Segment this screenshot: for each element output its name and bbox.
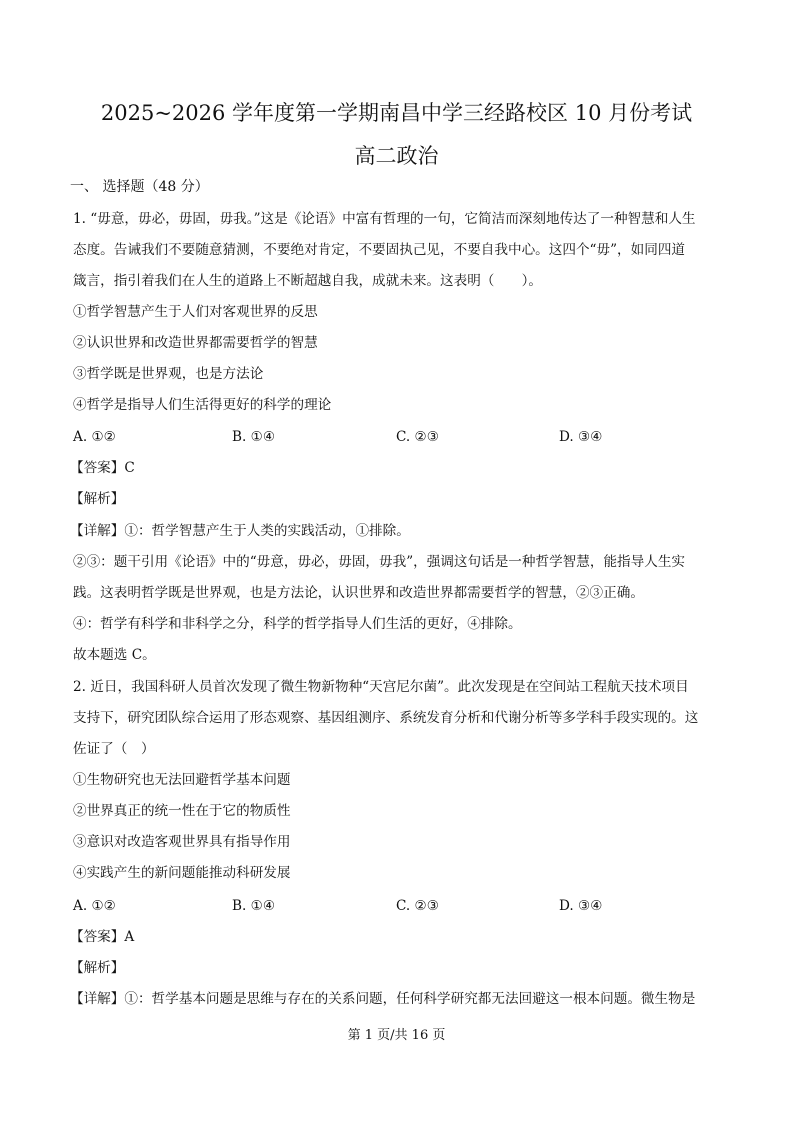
q2-stem-line: 2. 近日，我国科研人员首次发现了微生物新物种“天宫尼尔菌”。此次发现是在空间站工程航天技术项目: [73, 679, 689, 695]
q2-item: ①生物研究也无法回避哲学基本问题: [73, 772, 291, 788]
q2-stem-line: 支持下，研究团队综合运用了形态观察、基因组测序、系统发育分析和代谢分析等多学科手段实现的。这: [73, 710, 699, 726]
q1-detail-line: ④：哲学有科学和非科学之分，科学的哲学指导人们生活的更好，④排除。: [73, 616, 522, 632]
q1-item: ①哲学智慧产生于人们对客观世界的反思: [73, 304, 318, 320]
q2-detail-line: 【详解】①：哲学基本问题是思维与存在的关系问题，任何科学研究都无法回避这一根本问题。微生物是: [70, 991, 696, 1007]
q2-option-a: A. ①②: [73, 898, 116, 914]
q2-answer: 【答案】A: [70, 929, 135, 945]
q2-item: ③意识对改造客观世界具有指导作用: [73, 834, 291, 850]
q2-stem-line: 佐证了（ ）: [73, 741, 155, 757]
section-heading: 一、 选择题（48 分）: [70, 179, 209, 195]
q2-option-b: B. ①④: [232, 898, 276, 914]
q1-detail-line: ②③：题干引用《论语》中的“毋意，毋必，毋固，毋我”，强调这句话是一种哲学智慧，能指导人生实: [73, 554, 686, 570]
page-number: 第 1 页/共 16 页: [347, 1028, 446, 1043]
q1-answer: 【答案】C: [70, 460, 135, 476]
q1-option-b: B. ①④: [232, 429, 276, 445]
q1-stem-line: 箴言，指引着我们在人生的道路上不断超越自我，成就未来。这表明（ ）。: [73, 273, 542, 289]
q1-conclusion: 故本题选 C。: [73, 647, 156, 663]
q2-item: ④实践产生的新问题能推动科研发展: [73, 865, 291, 881]
q1-item: ④哲学是指导人们生活得更好的科学的理论: [73, 397, 332, 413]
q1-item: ②认识世界和改造世界都需要哲学的智慧: [73, 335, 318, 351]
q1-analysis-label: 【解析】: [70, 491, 125, 507]
q1-option-d: D. ③④: [559, 429, 603, 445]
q1-detail-line: 践。这表明哲学既是世界观，也是方法论，认识世界和改造世界都需要哲学的智慧，②③正确。: [73, 585, 644, 601]
q2-analysis-label: 【解析】: [70, 960, 125, 976]
exam-subtitle: 高二政治: [354, 144, 439, 168]
q1-item: ③哲学既是世界观，也是方法论: [73, 366, 264, 382]
q2-item: ②世界真正的统一性在于它的物质性: [73, 803, 291, 819]
exam-title: 2025~2026 学年度第一学期南昌中学三经路校区 10 月份考试: [100, 101, 693, 125]
q1-detail-line: 【详解】①：哲学智慧产生于人类的实践活动，①排除。: [70, 523, 410, 539]
q1-option-a: A. ①②: [73, 429, 116, 445]
q1-stem-line: 态度。告诫我们不要随意猜测，不要绝对肯定，不要固执己见，不要自我中心。这四个“毋”，如同四道: [73, 242, 686, 258]
q2-option-d: D. ③④: [559, 898, 603, 914]
q1-stem-line: 1. “毋意，毋必，毋固，毋我。”这是《论语》中富有哲理的一句，它简洁而深刻地传达了一种智慧和人生: [73, 211, 696, 227]
q2-option-c: C. ②③: [396, 898, 439, 914]
q1-option-c: C. ②③: [396, 429, 439, 445]
